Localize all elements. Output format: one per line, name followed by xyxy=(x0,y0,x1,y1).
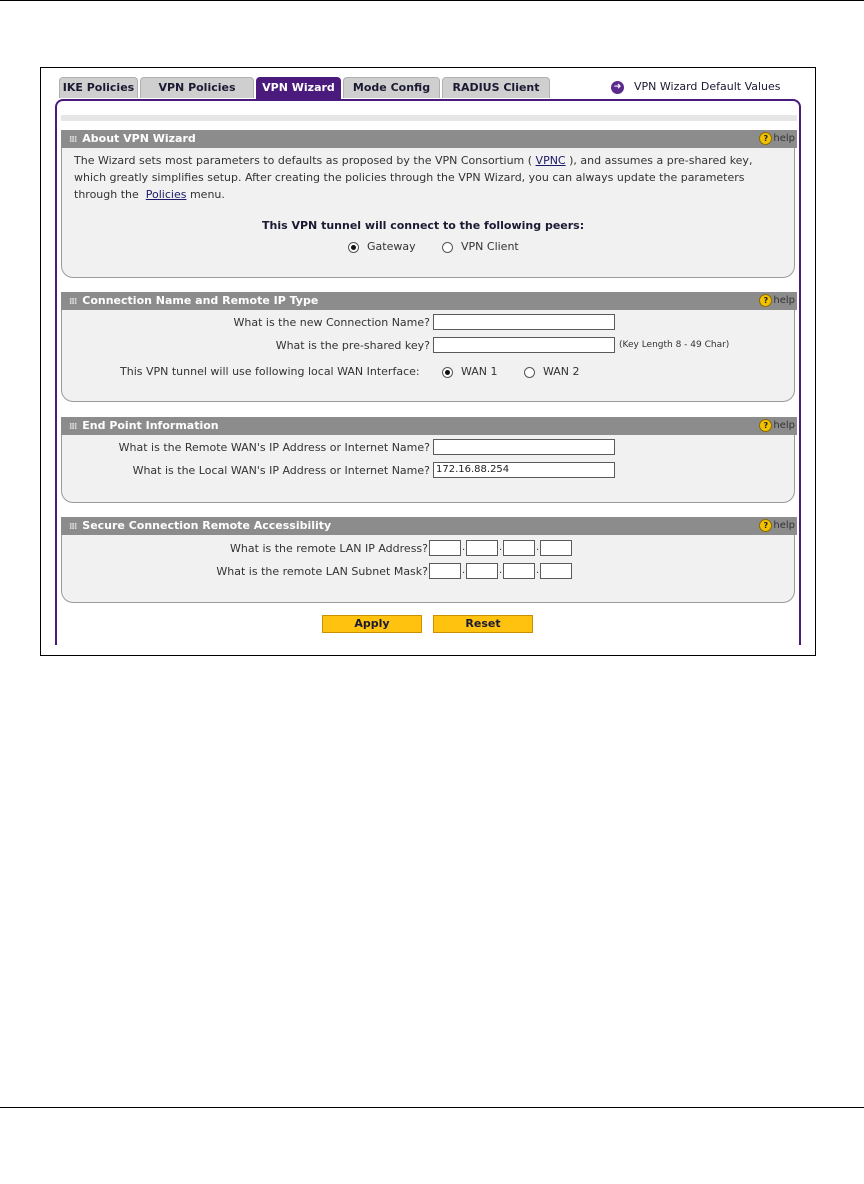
section-body-connection xyxy=(61,310,795,402)
octet-separator: . xyxy=(499,565,503,576)
section-title-endpoint: End Point Information xyxy=(82,419,219,432)
tab-mode-config[interactable]: Mode Config xyxy=(343,77,440,98)
help-link-connection[interactable] xyxy=(759,292,795,310)
section-header-secure xyxy=(61,517,797,535)
section-header-connection xyxy=(61,292,797,310)
wan1-label: WAN 1 xyxy=(461,365,498,378)
subnet-octet-1[interactable] xyxy=(429,563,461,579)
screenshot-frame xyxy=(40,67,816,656)
section-body-about xyxy=(61,148,795,278)
policies-link[interactable]: Policies xyxy=(145,188,187,201)
vpn-client-label: VPN Client xyxy=(461,240,519,253)
section-body-secure xyxy=(61,535,795,603)
remote-lan-ip-label: What is the remote LAN IP Address? xyxy=(230,542,428,555)
wan2-label: WAN 2 xyxy=(543,365,580,378)
page-top-rule xyxy=(0,0,864,1)
wan2-radio[interactable] xyxy=(524,367,535,378)
section-title-connection: Connection Name and Remote IP Type xyxy=(82,294,319,307)
gateway-label: Gateway xyxy=(367,240,416,253)
vpn-wizard-default-values-link[interactable] xyxy=(611,80,781,94)
page-bottom-rule xyxy=(0,1107,864,1108)
subnet-octet-3[interactable] xyxy=(503,563,535,579)
remote-wan-input[interactable] xyxy=(433,439,615,455)
wan1-radio[interactable] xyxy=(442,367,453,378)
about-description xyxy=(74,152,786,203)
wan-interface-label: This VPN tunnel will use following local WAN Interface: xyxy=(120,365,420,378)
about-text-1: The Wizard sets most parameters to defaults as proposed by the VPN Consortium ( xyxy=(74,154,536,167)
gateway-radio[interactable] xyxy=(348,242,359,253)
help-label: help xyxy=(773,133,795,144)
connection-name-label: What is the new Connection Name? xyxy=(233,316,430,329)
preshared-key-label: What is the pre-shared key? xyxy=(275,339,430,352)
panel-top-bar xyxy=(61,115,797,121)
grip-icon: ⁞⁞⁞ xyxy=(69,135,77,145)
subnet-octet-4[interactable] xyxy=(540,563,572,579)
octet-separator: . xyxy=(536,565,540,576)
help-icon: ? xyxy=(759,294,772,307)
subnet-octet-2[interactable] xyxy=(466,563,498,579)
lan-ip-octet-4[interactable] xyxy=(540,540,572,556)
section-title-about: About VPN Wizard xyxy=(82,132,196,145)
vpn-client-radio[interactable] xyxy=(442,242,453,253)
connection-name-input[interactable] xyxy=(433,314,615,330)
tab-radius-client[interactable]: RADIUS Client xyxy=(442,77,550,98)
help-label: help xyxy=(773,295,795,306)
peer-option-vpn-client[interactable] xyxy=(442,240,519,253)
local-wan-label: What is the Local WAN's IP Address or Internet Name? xyxy=(132,464,430,477)
local-wan-input[interactable]: 172.16.88.254 xyxy=(433,462,615,478)
vpnc-link[interactable]: VPNC xyxy=(535,154,566,167)
default-values-label: VPN Wizard Default Values xyxy=(634,80,781,93)
section-body-endpoint xyxy=(61,435,795,503)
lan-ip-octet-3[interactable] xyxy=(503,540,535,556)
tab-ike-policies[interactable]: IKE Policies xyxy=(59,77,138,98)
section-header-endpoint xyxy=(61,417,797,435)
help-link-about[interactable] xyxy=(759,130,795,148)
lan-ip-octet-1[interactable] xyxy=(429,540,461,556)
octet-separator: . xyxy=(462,542,466,553)
help-icon: ? xyxy=(759,132,772,145)
content-panel xyxy=(55,99,801,645)
help-link-secure[interactable] xyxy=(759,517,795,535)
octet-separator: . xyxy=(462,565,466,576)
grip-icon: ⁞⁞⁞ xyxy=(69,522,77,532)
section-header-about xyxy=(61,130,797,148)
lan-ip-octet-2[interactable] xyxy=(466,540,498,556)
help-icon: ? xyxy=(759,419,772,432)
arrow-right-circle-icon: ➜ xyxy=(611,81,624,94)
tab-vpn-wizard[interactable]: VPN Wizard xyxy=(256,77,341,99)
octet-separator: . xyxy=(536,542,540,553)
grip-icon: ⁞⁞⁞ xyxy=(69,422,77,432)
help-link-endpoint[interactable] xyxy=(759,417,795,435)
octet-separator: . xyxy=(499,542,503,553)
section-title-secure: Secure Connection Remote Accessibility xyxy=(82,519,332,532)
peers-heading: This VPN tunnel will connect to the following peers: xyxy=(262,219,585,232)
peer-option-gateway[interactable] xyxy=(348,240,416,253)
tab-vpn-policies[interactable]: VPN Policies xyxy=(140,77,254,98)
help-label: help xyxy=(773,520,795,531)
help-label: help xyxy=(773,420,795,431)
reset-button[interactable]: Reset xyxy=(433,615,533,633)
preshared-key-input[interactable] xyxy=(433,337,615,353)
about-text-2: ), and assumes a pre-shared key, which greatly simplifies setup. After creating the policies through the VPN Wizard, you can always update the parameters through the xyxy=(74,154,753,201)
about-text-3: menu. xyxy=(186,188,225,201)
help-icon: ? xyxy=(759,519,772,532)
remote-subnet-label: What is the remote LAN Subnet Mask? xyxy=(216,565,428,578)
wan-option-1[interactable] xyxy=(442,365,498,378)
key-length-hint: (Key Length 8 - 49 Char) xyxy=(619,340,730,350)
grip-icon: ⁞⁞⁞ xyxy=(69,297,77,307)
apply-button[interactable]: Apply xyxy=(322,615,422,633)
remote-wan-label: What is the Remote WAN's IP Address or Internet Name? xyxy=(118,441,430,454)
wan-option-2[interactable] xyxy=(524,365,580,378)
